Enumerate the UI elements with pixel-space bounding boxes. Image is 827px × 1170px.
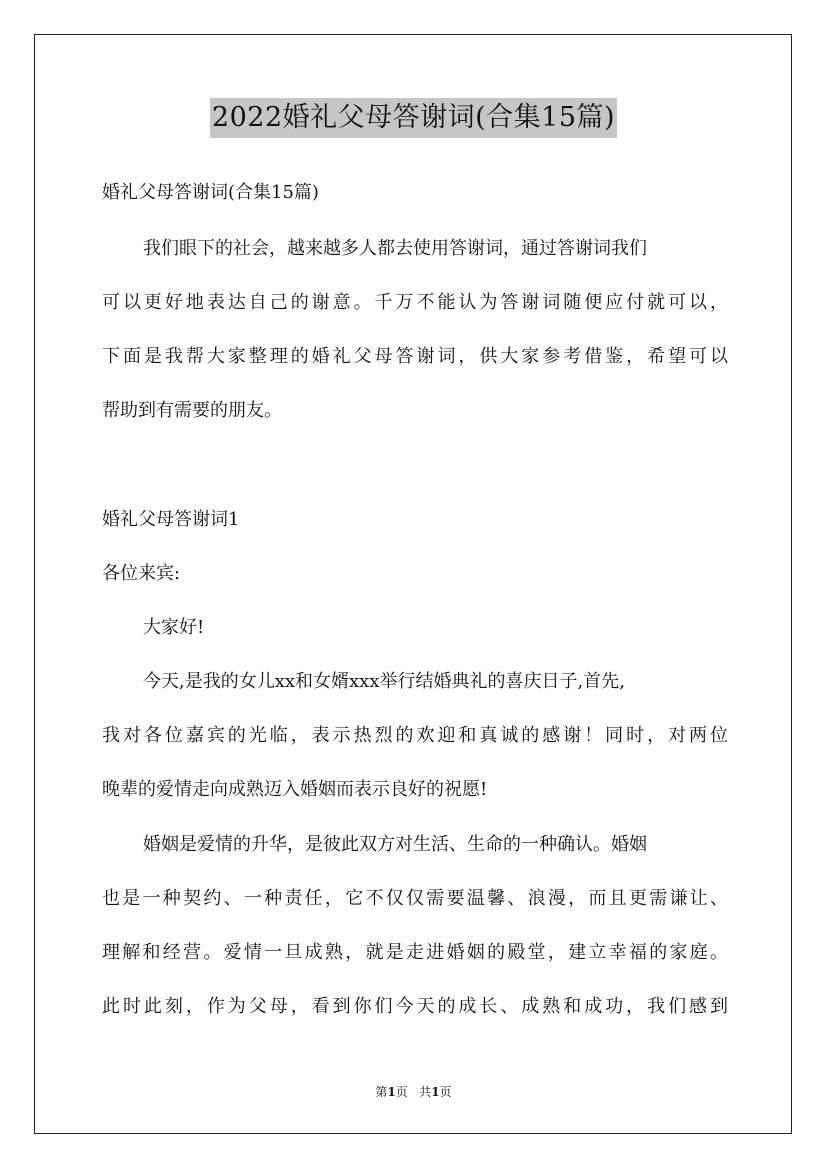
intro-line-4: 帮助到有需要的朋友。 bbox=[102, 400, 282, 421]
paragraph2-line-1: 婚姻是爱情的升华，是彼此双方对生活、生命的一种确认。婚姻 bbox=[143, 834, 647, 855]
intro-line-3: 下面是我帮大家整理的婚礼父母答谢词，供大家参考借鉴，希望可以 bbox=[102, 346, 728, 367]
section-heading: 婚礼父母答谢词1 bbox=[102, 509, 240, 530]
title-container bbox=[0, 98, 827, 138]
document-subtitle: 婚礼父母答谢词(合集15篇) bbox=[102, 182, 319, 203]
paragraph1-line-3: 晚辈的爱情走向成熟迈入婚姻而表示良好的祝愿! bbox=[102, 779, 488, 800]
paragraph2-line-2: 也是一种契约、一种责任，它不仅仅需要温馨、浪漫，而且更需谦让、 bbox=[102, 888, 728, 909]
paragraph2-line-4: 此时此刻，作为父母，看到你们今天的成长、成熟和成功，我们感到 bbox=[102, 996, 728, 1017]
footer-page-suffix: 页 bbox=[395, 1085, 408, 1099]
page-footer bbox=[0, 1084, 827, 1100]
footer-total-suffix: 页 bbox=[439, 1085, 452, 1099]
footer-total-prefix: 共 bbox=[419, 1085, 432, 1099]
paragraph2-line-3: 理解和经营。爱情一旦成熟，就是走进婚姻的殿堂，建立幸福的家庭。 bbox=[102, 942, 728, 963]
intro-line-1: 我们眼下的社会，越来越多人都去使用答谢词，通过答谢词我们 bbox=[143, 238, 647, 259]
paragraph1-line-2: 我对各位嘉宾的光临，表示热烈的欢迎和真诚的感谢！同时，对两位 bbox=[102, 725, 728, 746]
footer-total-number: 1 bbox=[431, 1085, 440, 1099]
salutation: 各位来宾: bbox=[102, 563, 181, 584]
footer-page-number: 1 bbox=[387, 1085, 396, 1099]
document-title: 2022婚礼父母答谢词(合集15篇) bbox=[210, 98, 617, 138]
paragraph1-line-1: 今天,是我的女儿xx和女婿xxx举行结婚典礼的喜庆日子,首先, bbox=[143, 671, 625, 692]
greeting: 大家好! bbox=[143, 617, 205, 638]
intro-line-2: 可以更好地表达自己的谢意。千万不能认为答谢词随便应付就可以， bbox=[102, 292, 728, 313]
footer-page-prefix: 第 bbox=[375, 1085, 388, 1099]
